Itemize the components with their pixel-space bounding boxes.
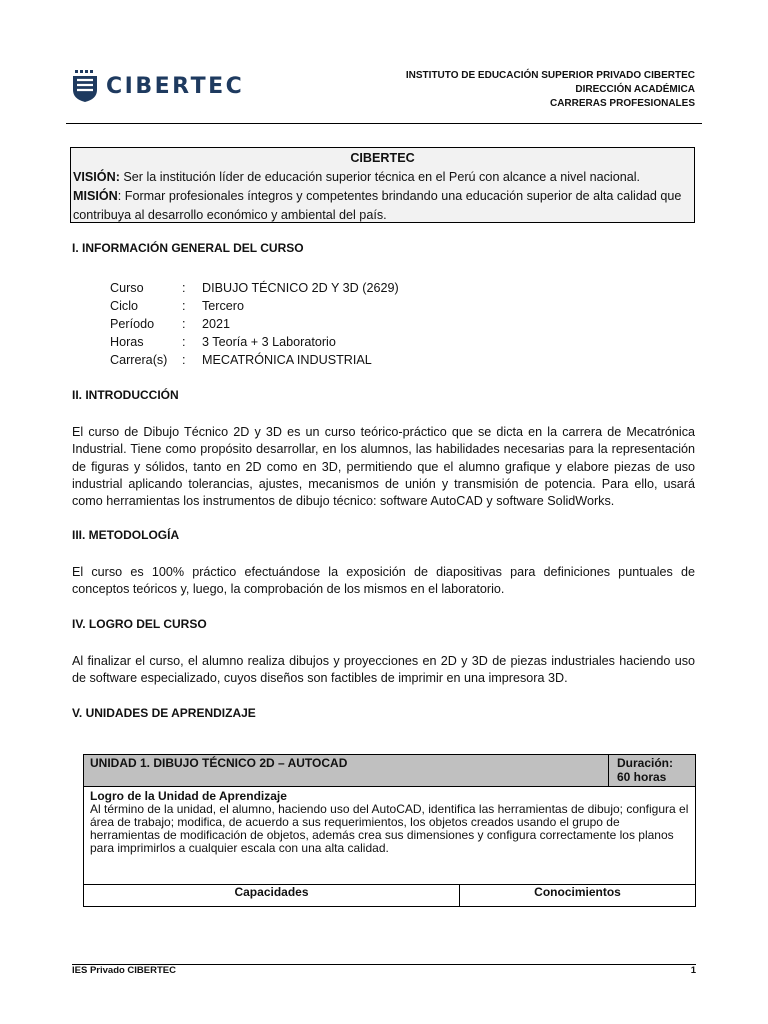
info-separator: : xyxy=(182,353,186,367)
unit-achievement-text: Al término de la unidad, el alumno, haciendo uso del AutoCAD, identifica las herramientas de dibujo; configura el área de trabajo; modifica, de acuerdo a sus requerimientos, los objetos creados usando el grupo de herramientas de modificación de objetos, además crea sus dimensiones y configura correctamente los planos para imprimirlos a cualquier escala con una alta calidad. xyxy=(90,802,689,855)
careers-name: CARRERAS PROFESIONALES xyxy=(549,98,695,109)
box-title: CIBERTEC xyxy=(350,151,415,165)
institution-name: INSTITUTO DE EDUCACIÓN SUPERIOR PRIVADO CIBERTEC xyxy=(405,70,695,81)
info-key: Curso xyxy=(110,281,144,295)
unit-title: UNIDAD 1. DIBUJO TÉCNICO 2D – AUTOCAD xyxy=(84,755,609,786)
info-separator: : xyxy=(182,335,186,349)
page-number: 1 xyxy=(690,965,696,976)
unit-header-row xyxy=(84,755,695,787)
vision-mission-box xyxy=(70,147,695,223)
info-separator: : xyxy=(182,281,186,295)
mission-line xyxy=(73,187,692,225)
unit-table xyxy=(83,754,696,907)
column-header-capacidades: Capacidades xyxy=(84,885,460,906)
info-value: Tercero xyxy=(202,299,244,313)
mission-text: : Formar profesionales íntegros y competentes brindando una educación superior de alta calidad que contribuya al desarrollo económico y ambiental del país. xyxy=(73,189,682,222)
duration-label: Duración: xyxy=(617,756,674,770)
unit-duration xyxy=(609,755,695,786)
vision-text: Ser la institución líder de educación superior técnica en el Perú con alcance a nivel nacional. xyxy=(119,170,641,184)
info-key: Horas xyxy=(110,335,144,349)
info-value: MECATRÓNICA INDUSTRIAL xyxy=(202,353,372,367)
logo-wordmark: CIBERTEC xyxy=(106,73,245,99)
header-divider xyxy=(66,123,702,124)
info-row xyxy=(110,351,399,369)
info-row xyxy=(110,315,399,333)
vision-label: VISIÓN: xyxy=(73,170,120,184)
mission-label: MISIÓN xyxy=(73,189,118,203)
info-value: DIBUJO TÉCNICO 2D Y 3D (2629) xyxy=(202,281,399,295)
info-key: Período xyxy=(110,317,155,331)
unit-columns-row xyxy=(84,885,695,906)
duration-value: 60 horas xyxy=(617,770,667,784)
intro-paragraph: El curso de Dibujo Técnico 2D y 3D es un curso teórico-práctico que se dicta en la carrera de Mecatrónica Industrial. Tiene como propósito desarrollar, en los alumnos, las habilidades necesarias para la representación de figuras y sólidos, tanto en 2D como en 3D, permitiendo que el alumno grafique y elabore piezas de uso industrial aplicando tolerancias, ajustes, mecanismos de unión y transmisión de potencia. Para ello, usará como herramientas los instrumentos de dibujo técnico: software AutoCAD y software SolidWorks. xyxy=(72,425,695,509)
info-row xyxy=(110,279,399,297)
info-key: Carrera(s) xyxy=(110,353,168,367)
info-row xyxy=(110,333,399,351)
unit-achievement-cell xyxy=(84,787,695,885)
course-info-list xyxy=(110,279,399,369)
unit-achievement-title: Logro de la Unidad de Aprendizaje xyxy=(90,789,287,803)
info-separator: : xyxy=(182,299,186,313)
info-row xyxy=(110,297,399,315)
info-value: 3 Teoría + 3 Laboratorio xyxy=(202,335,336,349)
info-key: Ciclo xyxy=(110,299,138,313)
direction-name: DIRECCIÓN ACADÉMICA xyxy=(575,84,695,95)
section-heading-intro: II. INTRODUCCIÓN xyxy=(72,388,179,402)
cibertec-logo xyxy=(72,70,244,102)
info-value: 2021 xyxy=(202,317,231,331)
column-header-conocimientos: Conocimientos xyxy=(534,885,621,899)
section-heading-info: I. INFORMACIÓN GENERAL DEL CURSO xyxy=(72,241,304,255)
footer-institution: IES Privado CIBERTEC xyxy=(72,965,176,976)
institution-header xyxy=(406,69,695,111)
shield-icon xyxy=(72,70,98,102)
info-separator: : xyxy=(182,317,186,331)
section-heading-achievement: IV. LOGRO DEL CURSO xyxy=(72,617,207,631)
methodology-paragraph: El curso es 100% práctico efectuándose la exposición de diapositivas para definiciones puntuales de conceptos teóricos y, luego, la comprobación de los mismos en el laboratorio. xyxy=(72,565,695,597)
achievement-paragraph: Al finalizar el curso, el alumno realiza dibujos y proyecciones en 2D y 3D de piezas industriales haciendo uso de software especializado, cuyos diseños son factibles de imprimir en una impresora 3D. xyxy=(72,654,695,686)
vision-line xyxy=(73,168,692,187)
section-heading-methodology: III. METODOLOGÍA xyxy=(72,528,180,542)
section-heading-units: V. UNIDADES DE APRENDIZAJE xyxy=(72,706,256,720)
